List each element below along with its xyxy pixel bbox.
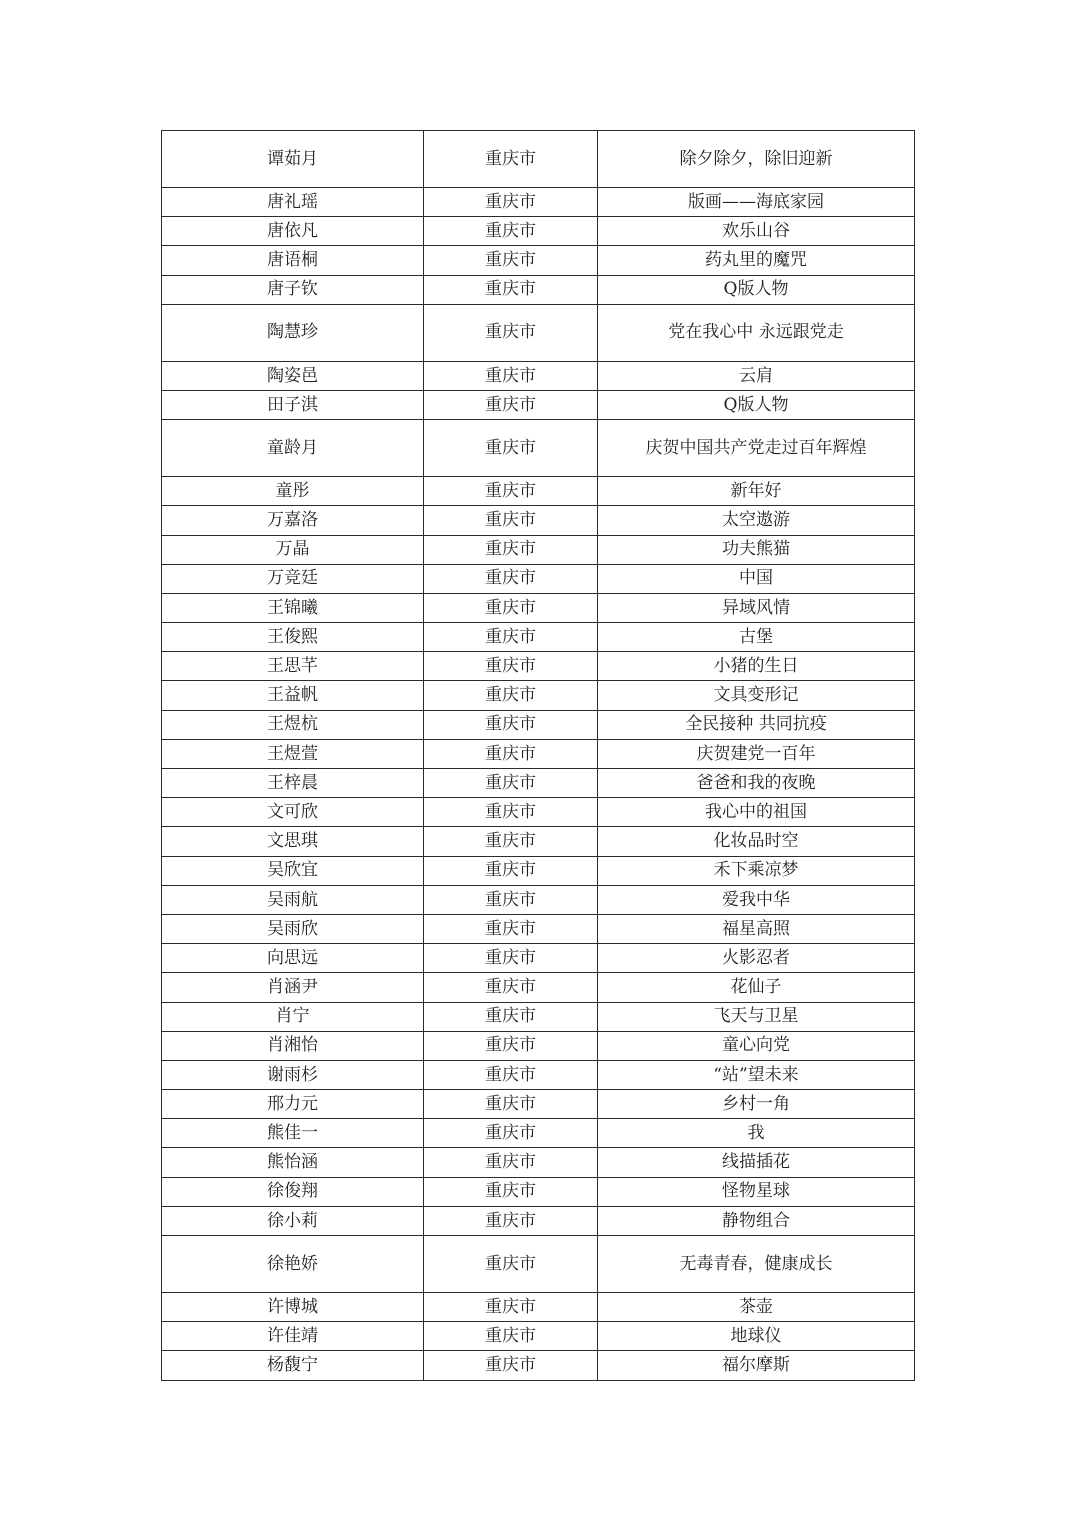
work-title-cell: 太空遨游 [598, 506, 915, 535]
work-title-cell: 花仙子 [598, 973, 915, 1002]
name-cell: 徐艳娇 [162, 1236, 424, 1293]
work-title-cell: 全民接种 共同抗疫 [598, 710, 915, 739]
work-title-cell: 爸爸和我的夜晚 [598, 769, 915, 798]
name-cell: 童龄月 [162, 420, 424, 477]
work-title-cell: 异域风情 [598, 593, 915, 622]
name-cell: 肖湘怡 [162, 1031, 424, 1060]
name-cell: 杨馥宁 [162, 1351, 424, 1380]
award-list-table [161, 130, 915, 1381]
work-title-cell: 党在我心中 永远跟党走 [598, 304, 915, 361]
name-cell: 徐俊翔 [162, 1177, 424, 1206]
name-cell: 吴欣宜 [162, 856, 424, 885]
name-cell: 文思琪 [162, 827, 424, 856]
table-row [162, 246, 915, 275]
table-row [162, 275, 915, 304]
name-cell: 万嘉洛 [162, 506, 424, 535]
city-cell: 重庆市 [424, 856, 598, 885]
city-cell: 重庆市 [424, 914, 598, 943]
name-cell: 邢力元 [162, 1090, 424, 1119]
name-cell: 万晶 [162, 535, 424, 564]
name-cell: 陶慧珍 [162, 304, 424, 361]
name-cell: 王俊熙 [162, 623, 424, 652]
table-row [162, 710, 915, 739]
city-cell: 重庆市 [424, 885, 598, 914]
name-cell: 徐小莉 [162, 1206, 424, 1235]
city-cell: 重庆市 [424, 1322, 598, 1351]
table-row [162, 1119, 915, 1148]
city-cell: 重庆市 [424, 1119, 598, 1148]
work-title-cell: 我 [598, 1119, 915, 1148]
city-cell: 重庆市 [424, 390, 598, 419]
work-title-cell: 药丸里的魔咒 [598, 246, 915, 275]
city-cell: 重庆市 [424, 506, 598, 535]
table-row [162, 739, 915, 768]
work-title-cell: 小猪的生日 [598, 652, 915, 681]
name-cell: 熊佳一 [162, 1119, 424, 1148]
table-row [162, 304, 915, 361]
name-cell: 唐语桐 [162, 246, 424, 275]
table-body [162, 131, 915, 1381]
table-row [162, 681, 915, 710]
work-title-cell: 地球仪 [598, 1322, 915, 1351]
work-title-cell: 线描插花 [598, 1148, 915, 1177]
work-title-cell: 茶壶 [598, 1293, 915, 1322]
city-cell: 重庆市 [424, 1351, 598, 1380]
name-cell: 王煜杭 [162, 710, 424, 739]
work-title-cell: 我心中的祖国 [598, 798, 915, 827]
table-row [162, 1031, 915, 1060]
table-row [162, 1293, 915, 1322]
table-row [162, 188, 915, 217]
table-row [162, 1351, 915, 1380]
name-cell: 唐礼瑶 [162, 188, 424, 217]
city-cell: 重庆市 [424, 1031, 598, 1060]
work-title-cell: 禾下乘凉梦 [598, 856, 915, 885]
work-title-cell: 化妆品时空 [598, 827, 915, 856]
work-title-cell: 新年好 [598, 477, 915, 506]
table-row [162, 973, 915, 1002]
name-cell: 万竞廷 [162, 564, 424, 593]
city-cell: 重庆市 [424, 217, 598, 246]
name-cell: 许博城 [162, 1293, 424, 1322]
name-cell: 谢雨杉 [162, 1060, 424, 1089]
work-title-cell: Q版人物 [598, 390, 915, 419]
work-title-cell: Q版人物 [598, 275, 915, 304]
work-title-cell: 古堡 [598, 623, 915, 652]
city-cell: 重庆市 [424, 681, 598, 710]
work-title-cell: 文具变形记 [598, 681, 915, 710]
work-title-cell: 功夫熊猫 [598, 535, 915, 564]
name-cell: 王益帆 [162, 681, 424, 710]
city-cell: 重庆市 [424, 1293, 598, 1322]
table-row [162, 361, 915, 390]
work-title-cell: “站”望未来 [598, 1060, 915, 1089]
city-cell: 重庆市 [424, 710, 598, 739]
city-cell: 重庆市 [424, 593, 598, 622]
work-title-cell: 福星高照 [598, 914, 915, 943]
table-row [162, 506, 915, 535]
name-cell: 唐子钦 [162, 275, 424, 304]
city-cell: 重庆市 [424, 1002, 598, 1031]
city-cell: 重庆市 [424, 564, 598, 593]
city-cell: 重庆市 [424, 477, 598, 506]
table-row [162, 769, 915, 798]
city-cell: 重庆市 [424, 623, 598, 652]
name-cell: 王煜萱 [162, 739, 424, 768]
city-cell: 重庆市 [424, 304, 598, 361]
work-title-cell: 庆贺建党一百年 [598, 739, 915, 768]
table-row [162, 564, 915, 593]
city-cell: 重庆市 [424, 246, 598, 275]
name-cell: 陶姿邑 [162, 361, 424, 390]
table-row [162, 1002, 915, 1031]
table-row [162, 217, 915, 246]
city-cell: 重庆市 [424, 652, 598, 681]
work-title-cell: 版画——海底家园 [598, 188, 915, 217]
work-title-cell: 飞天与卫星 [598, 1002, 915, 1031]
work-title-cell: 庆贺中国共产党走过百年辉煌 [598, 420, 915, 477]
table-row [162, 1236, 915, 1293]
name-cell: 肖涵尹 [162, 973, 424, 1002]
name-cell: 谭茹月 [162, 131, 424, 188]
table-row [162, 1177, 915, 1206]
name-cell: 田子淇 [162, 390, 424, 419]
table-row [162, 885, 915, 914]
work-title-cell: 中国 [598, 564, 915, 593]
work-title-cell: 除夕除夕，除旧迎新 [598, 131, 915, 188]
table-row [162, 652, 915, 681]
work-title-cell: 云肩 [598, 361, 915, 390]
city-cell: 重庆市 [424, 420, 598, 477]
table-row [162, 1322, 915, 1351]
work-title-cell: 童心向党 [598, 1031, 915, 1060]
city-cell: 重庆市 [424, 1148, 598, 1177]
city-cell: 重庆市 [424, 131, 598, 188]
table-row [162, 390, 915, 419]
city-cell: 重庆市 [424, 827, 598, 856]
city-cell: 重庆市 [424, 275, 598, 304]
city-cell: 重庆市 [424, 739, 598, 768]
city-cell: 重庆市 [424, 188, 598, 217]
table-row [162, 623, 915, 652]
name-cell: 文可欣 [162, 798, 424, 827]
work-title-cell: 欢乐山谷 [598, 217, 915, 246]
city-cell: 重庆市 [424, 1177, 598, 1206]
work-title-cell: 怪物星球 [598, 1177, 915, 1206]
name-cell: 吴雨欣 [162, 914, 424, 943]
name-cell: 王锦曦 [162, 593, 424, 622]
city-cell: 重庆市 [424, 535, 598, 564]
name-cell: 唐依凡 [162, 217, 424, 246]
table-row [162, 827, 915, 856]
name-cell: 向思远 [162, 944, 424, 973]
city-cell: 重庆市 [424, 973, 598, 1002]
table-row [162, 1090, 915, 1119]
name-cell: 许佳靖 [162, 1322, 424, 1351]
table-row [162, 914, 915, 943]
city-cell: 重庆市 [424, 1060, 598, 1089]
name-cell: 肖宁 [162, 1002, 424, 1031]
city-cell: 重庆市 [424, 1236, 598, 1293]
table-row [162, 1206, 915, 1235]
table-row [162, 420, 915, 477]
table-row [162, 944, 915, 973]
work-title-cell: 无毒青春，健康成长 [598, 1236, 915, 1293]
city-cell: 重庆市 [424, 944, 598, 973]
work-title-cell: 乡村一角 [598, 1090, 915, 1119]
work-title-cell: 静物组合 [598, 1206, 915, 1235]
name-cell: 熊怡涵 [162, 1148, 424, 1177]
table-row [162, 477, 915, 506]
table-row [162, 798, 915, 827]
city-cell: 重庆市 [424, 361, 598, 390]
city-cell: 重庆市 [424, 769, 598, 798]
name-cell: 童彤 [162, 477, 424, 506]
work-title-cell: 火影忍者 [598, 944, 915, 973]
table-row [162, 131, 915, 188]
table-row [162, 856, 915, 885]
table-row [162, 593, 915, 622]
table-row [162, 535, 915, 564]
table-row [162, 1148, 915, 1177]
city-cell: 重庆市 [424, 798, 598, 827]
city-cell: 重庆市 [424, 1206, 598, 1235]
city-cell: 重庆市 [424, 1090, 598, 1119]
name-cell: 王梓晨 [162, 769, 424, 798]
work-title-cell: 爱我中华 [598, 885, 915, 914]
work-title-cell: 福尔摩斯 [598, 1351, 915, 1380]
name-cell: 王思芊 [162, 652, 424, 681]
table-row [162, 1060, 915, 1089]
name-cell: 吴雨航 [162, 885, 424, 914]
